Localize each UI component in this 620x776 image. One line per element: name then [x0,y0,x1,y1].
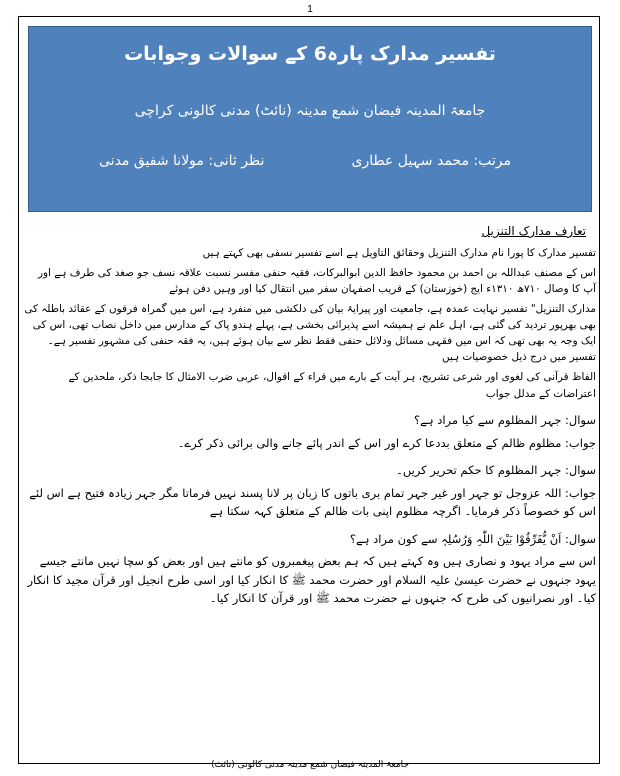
title-banner [28,26,592,212]
intro-paragraph: تفسیر مدارک کا پورا نام مدارک التنزیل وحقائق التاویل ہے اسے تفسیر نسفی بھی کہتے ہیں [202,246,596,259]
question: سوال: اَنْ یُّفَرِّقُوْا بَیْنَ اللّٰہِ وَرُسُلِہٖ سے کون مراد ہے؟ [349,531,596,546]
section-heading: تعارف مدارک التنزیل [481,224,586,238]
intro-paragraph: اس کے مصنف عبداللہ بن احمد بن محمود حافظ الدین ابوالبرکات، فقیہ حنفی مفسر نسبت علاقہ نسف جو صغد کی طرف ہے اور آپ کا وصال ۷۱۰ھ ۱۳۱۰ء ایج (خوزستان) کے قریب اصفہان سفر میں انتقال کیا اور وہیں دفن ہوئے [38,266,596,295]
answer: اس سے مراد یہود و نصاری ہیں وہ کہتے ہیں کہ ہم بعض پیغمبروں کو مانتے ہیں اور بعض کو سچا نہیں مانتے جیسے یہود جنہوں نے حضرت عیسیٰ علیہ السلام اور حضرت محمد ﷺ کا انکار کیا اور اسی طرح انجیل اور قرآن مجید کا انکار کیا۔ اور نصرانیوں کی طرح کہ جنہوں نے حضرت محمد ﷺ اور قرآن کا انکار کیا۔ [27,554,596,606]
page-footer: جامعۃ المدینہ فیضان شمع مدینہ مدنی کالونی (نائٹ) [211,760,409,770]
document-body [24,222,596,608]
compiler-credit: مرتب: محمد سہیل عطاری [351,153,511,169]
institute-name: جامعۃ المدینہ فیضان شمع مدینہ (نائٹ) مدنی کالونی کراچی [134,103,486,119]
reviewer-credit: نظر ثانی: مولانا شفیق مدنی [99,153,265,169]
question: سوال: جہر المظلوم کا حکم تحریر کریں۔ [396,462,596,477]
document-title: تفسیر مدارک پارہ6 کے سوالات وجوابات [124,43,496,65]
question: سوال: جہر المظلوم سے کیا مراد ہے؟ [413,412,596,427]
intro-paragraph: مدارک التنزیل" تفسیر نہایت عمدہ ہے، جامعیت اور پیرایۂ بیان کی دلکشی میں منفرد ہے، اس میں گمراہ فرقوں کے عقائد باطلہ کی بھی بھرپور تردید کی گئی ہے، اہل علم نے ہمیشہ اسے پذیرائی بخشی ہے، پہلے ہندو پاک کے مدارس میں داخل نصاب تھی، اس کی ایک وجہ یہ بھی تھی کہ اس میں فقہی مسائل ودلائل حنفی فقط نظر سے بیان ہوئے ہیں، یہ فقہ حنفی کی مشہور تفسیر ہے۔ تفسیر میں درج ذیل خصوصیات ہیں [24,302,596,364]
answer: جواب: مظلوم ظالم کے متعلق بددعا کرے اور اس کے اندر پائے جانے والی برائی ذکر کرے۔ [177,435,596,450]
page-number: 1 [307,4,313,15]
answer: جواب: اللہ عزوجل تو جہر اور غیر جہر تمام بری باتوں کا زبان پر لانا پسند نہیں فرماتا مگر جہر زیادہ فتیح ہے اس لئے اس کو خصوصاً ذکر فرمایا۔ اگرچہ مظلوم اپنی بات ظالم کے متعلق کہہ سکتا ہے [29,485,596,519]
intro-paragraph: الفاظ قرآنی کی لغوی اور شرعی تشریح، ہر آیت کے بارے میں قراء کے اقوال، عربی ضرب الامثال کا جابجا ذکر، ملحدین کے اعتراضات کے مدلل جواب [68,371,596,400]
